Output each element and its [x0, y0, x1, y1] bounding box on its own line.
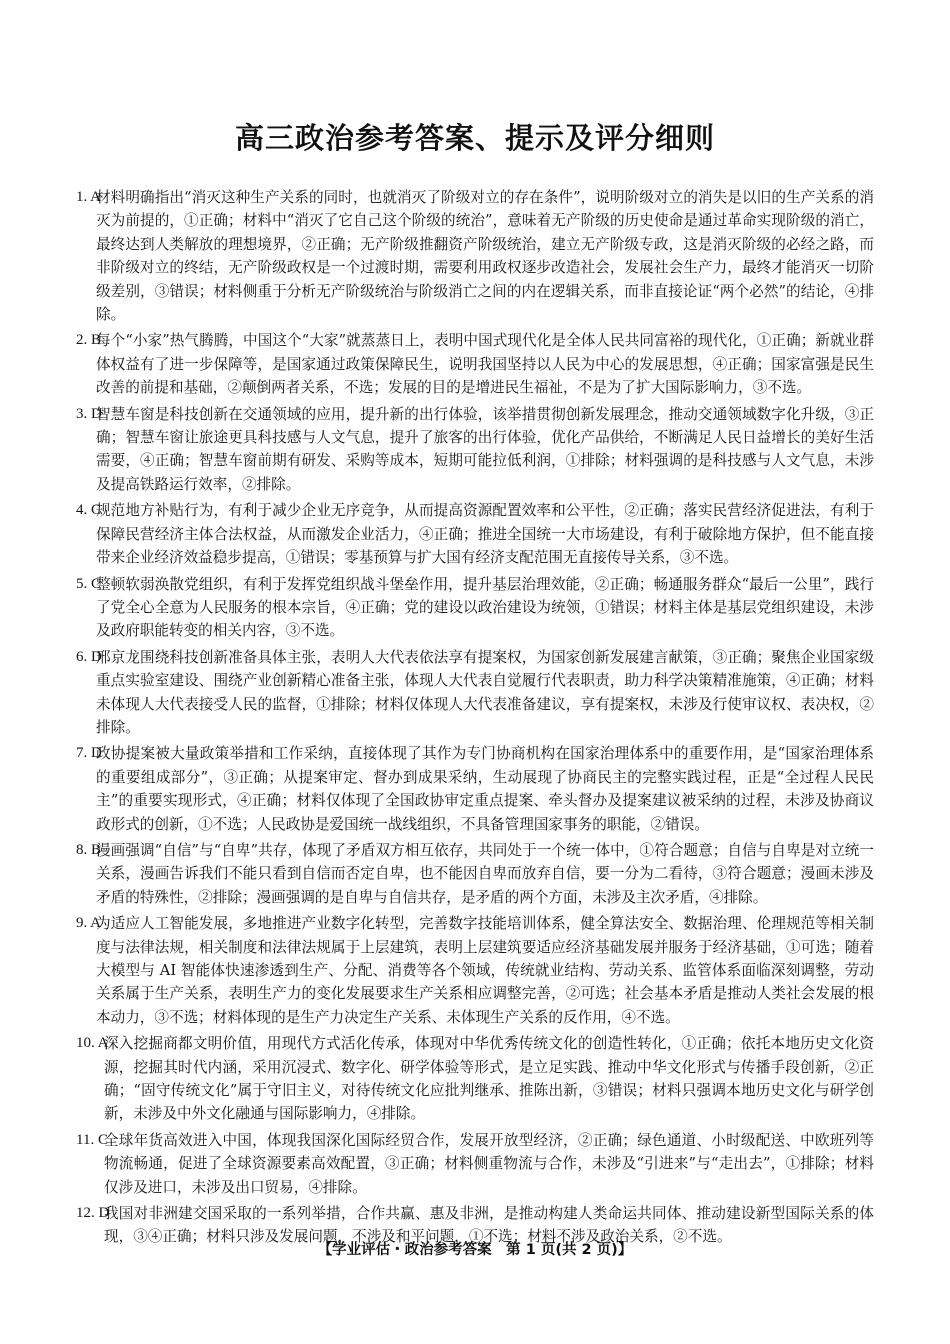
answer-item-5: [76, 573, 874, 643]
answer-number: 12. D: [76, 1205, 110, 1222]
answer-number: 3. D: [76, 405, 102, 422]
answer-explanation: 邢京龙围绕科技创新准备具体主张，表明人大代表依法享有提案权，为国家创新发展建言献策，③正确；聚焦企业国家级重点实验室建设、围绕产业创新精心准备主张，体现人大代表自觉履行代表职责，助力科学决策精准施策，④正确；材料未体现人大代表接受人民的监督，①排除；材料仅体现人大代表准备建议，享有提案权，未涉及行使审议权、表决权，②排除。: [96, 648, 874, 736]
answer-number: 5. C: [76, 575, 102, 592]
answer-item-2: [76, 329, 874, 399]
answer-explanation: 材料明确指出“消灭这种生产关系的同时，也就消灭了阶级对立的存在条件”，说明阶级对立的消失是以旧的生产关系的消灭为前提的，①正确；材料中“消灭了它自己这个阶级的统治”，意味着无产阶级的历史使命是通过革命实现阶级的消亡，最终达到人类解放的理想境界，②正确；无产阶级推翻资产阶级统治，建立无产阶级专政，这是消灭阶级的必经之路，而非阶级对立的终结，无产阶级政权是一个过渡时期，需要利用政权逐步改造社会，发展社会生产力，最终才能消灭一切阶级差别，③错误；材料侧重于分析无产阶级统治与阶级消亡之间的内在逻辑关系，而非直接论证“两个必然”的结论，④排除。: [96, 189, 874, 324]
answer-explanation: 我国对非洲建交国采取的一系列举措，合作共赢、惠及非洲，是推动构建人类命运共同体、推动建设新型国际关系的体现，③④正确；材料只涉及发展问题，不涉及和平问题，①不选；材料不涉及政治关系，②不选。: [104, 1205, 874, 1246]
answer-number: 2. B: [76, 332, 102, 349]
answer-item-1: [76, 186, 874, 326]
page-footer: 【学业评估・政治参考答案 第 1 页(共 2 页)】: [317, 1242, 633, 1258]
answer-explanation: 漫画强调“自信”与“自卑”共存，体现了矛盾双方相互依存，共同处于一个统一体中，①符合题意；自信与自卑是对立统一关系，漫画告诉我们不能只看到自信而否定自卑，也不能因自卑而放弃自信，要一分为二看待，③符合题意；漫画未涉及矛盾的特殊性，②排除；漫画强调的是自卑与自信共存，是矛盾的两个方面，未涉及主次矛盾，④排除。: [96, 841, 874, 906]
answer-explanation: 规范地方补贴行为，有利于减少企业无序竞争，从而提高资源配置效率和公平性，②正确；落实民营经济促进法，有利于保障民营经济主体合法权益，从而激发企业活力，④正确；推进全国统一大市场建设，有利于破除地方保护，但不能直接带来企业经济效益稳步提高，①错误；零基预算与扩大国有经济支配范围无直接传导关系，③不选。: [96, 502, 874, 567]
answer-explanation: 智慧车窗是科技创新在交通领域的应用，提升新的出行体验，该举措贯彻创新发展理念，推动交通领域数字化升级，③正确；智慧车窗让旅途更具科技感与人文气息，提升了旅客的出行体验，优化产品供给，不断满足人民日益增长的美好生活需要，④正确；智慧车窗前期有研发、采购等成本，短期可能拉低利润，①排除；材料强调的是科技感与人文气息，未涉及提高铁路运行效率，②排除。: [96, 405, 874, 493]
answer-explanation: 每个“小家”热气腾腾，中国这个“大家”就蒸蒸日上，表明中国式现代化是全体人民共同富裕的现代化，①正确；新就业群体权益有了进一步保障等，是国家通过政策保障民生，说明我国坚持以人民为中心的发展思想，④正确；国家富强是民生改善的前提和基础，②颠倒两者关系，不选；发展的目的是增进民生福祉，不是为了扩大国际影响力，③不选。: [96, 332, 874, 397]
answer-number: 8. B: [76, 841, 102, 858]
answer-item-4: [76, 499, 874, 569]
answer-number: 1. A: [76, 189, 102, 205]
answer-explanation: 全球年货高效进入中国，体现我国深化国际经贸合作，发展开放型经济，②正确；绿色通道、小时级配送、中欧班列等物流畅通，促进了全球资源要素高效配置，③正确；材料侧重物流与合作，未涉及“引进来”与“走出去”，①排除；材料仅涉及进口，未涉及出口贸易，④排除。: [104, 1131, 874, 1196]
answer-number: 11. C: [76, 1131, 108, 1148]
answer-number: 10. A: [76, 1035, 109, 1052]
answer-explanation: 政协提案被大量政策举措和工作采纳，直接体现了其作为专门协商机构在国家治理体系中的重要作用，是“国家治理体系的重要组成部分”，③正确；从提案审定、督办到成果采纳，生动展现了协商民主的完整实践过程，正是“全过程人民民主”的重要实现形式，④正确；材料仅体现了全国政协审定重点提案、牵头督办及提案建议被采纳的过程，未涉及协商议政形式的创新，①不选；人民政协是爱国统一战线组织，不具备管理国家事务的职能，②错误。: [96, 745, 874, 833]
answer-explanation: 为适应人工智能发展，多地推进产业数字化转型，完善数字技能培训体系，健全算法安全、数据治理、伦理规范等相关制度与法律法规，相关制度和法律法规属于上层建筑，表明上层建筑要适应经济基础发展并服务于经济基础，①可选；随着大模型与 AI 智能体快速渗透到生产、分配、消费等各个领域，传统就业结构、劳动关系、监管体系面临深刻调整，劳动关系属于生产关系，表明生产力的变化发展要求生产关系相应调整完善，②可选；社会基本矛盾是推动人类社会发展的根本动力，③不选；材料体现的是生产力决定生产关系、未体现生产关系的反作用，④不选。: [96, 915, 874, 1026]
answer-item-6: [76, 646, 874, 740]
answer-number: 4. C: [76, 502, 102, 519]
page-title: 高三政治参考答案、提示及评分细则: [234, 121, 715, 155]
answer-item-7: [76, 742, 874, 836]
answer-item-9: [76, 912, 874, 1029]
answer-number: 9. A: [76, 915, 102, 932]
answer-item-10: [76, 1032, 874, 1126]
answer-explanation: 整顿软弱涣散党组织，有利于发挥党组织战斗堡垒作用，提升基层治理效能，②正确；畅通服务群众“最后一公里”，践行了党全心全意为人民服务的根本宗旨，④正确；党的建设以政治建设为统领，①错误；材料主体是基层党组织建设，未涉及政府职能转变的相关内容，③不选。: [96, 575, 874, 640]
answer-number: 6. D: [76, 648, 102, 665]
answer-item-3: [76, 403, 874, 497]
answer-explanation: 深入挖掘商都文明价值，用现代方式活化传承，体现对中华优秀传统文化的创造性转化，①正确；依托本地历史文化资源，挖掘其时代内涵，采用沉浸式、数字化、研学体验等形式，是立足实践、推动中华文化形式与传播手段创新，②正确；“固守传统文化”属于守旧主义，对待传统文化应批判继承、推陈出新，③错误；材料只强调本地历史文化与研学创新，未涉及中外文化融通与国际影响力，④排除。: [104, 1035, 874, 1123]
answer-list: [76, 186, 874, 1252]
answer-number: 7. D: [76, 745, 102, 762]
answer-item-11: [76, 1129, 874, 1199]
answer-item-8: [76, 839, 874, 909]
